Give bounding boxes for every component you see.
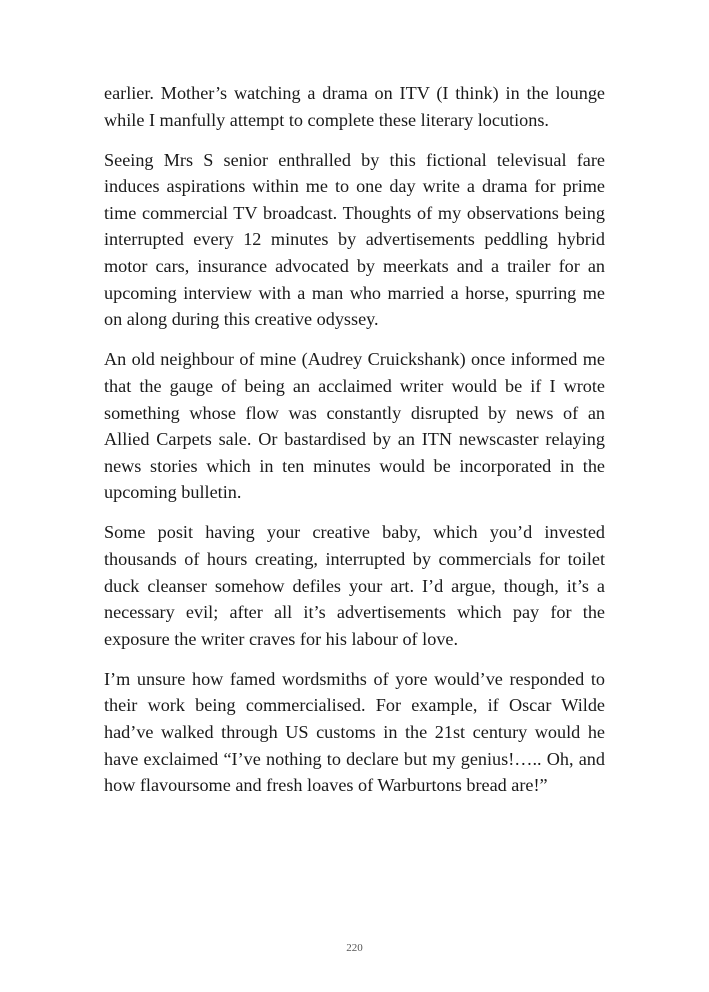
paragraph-1: earlier. Mother’s watching a drama on ITV (I think) in the lounge while I manfully attempt to complete these literary locutions. xyxy=(104,83,605,130)
paragraph-3: An old neighbour of mine (Audrey Cruickshank) once informed me that the gauge of being an acclaimed writer would be if I wrote something whose flow was constantly disrupted by news of an Allied Carpets sale. Or bastardised by an ITN newscaster relaying news stories which in ten minutes would be incorporated in the upcoming bulletin. xyxy=(104,349,605,503)
paragraph-5: I’m unsure how famed wordsmiths of yore would’ve responded to their work being commercialised. For example, if Oscar Wilde had’ve walked through US customs in the 21st century would he have exclaimed “I’ve nothing to declare but my genius!….. Oh, and how flavoursome and fresh loaves of Warburtons bread are!” xyxy=(104,668,605,796)
page-number: 220 xyxy=(346,942,363,954)
paragraph-2: Seeing Mrs S senior enthralled by this fictional televisual fare induces aspirations within me to one day write a drama for prime time commercial TV broadcast. Thoughts of my observations being interrupted every 12 minutes by advertisements peddling hybrid motor cars, insurance advocated by meerkats and a trailer for an upcoming interview with a man who married a horse, spurring me on along during this creative odyssey. xyxy=(104,149,605,330)
paragraph-4: Some posit having your creative baby, which you’d invested thousands of hours creating, interrupted by commercials for toilet duck cleanser somehow defiles your art. I’d argue, though, it’s a necessary evil; after all it’s advertisements which pay for the exposure the writer craves for his labour of love. xyxy=(104,522,605,649)
body-text xyxy=(104,80,605,812)
